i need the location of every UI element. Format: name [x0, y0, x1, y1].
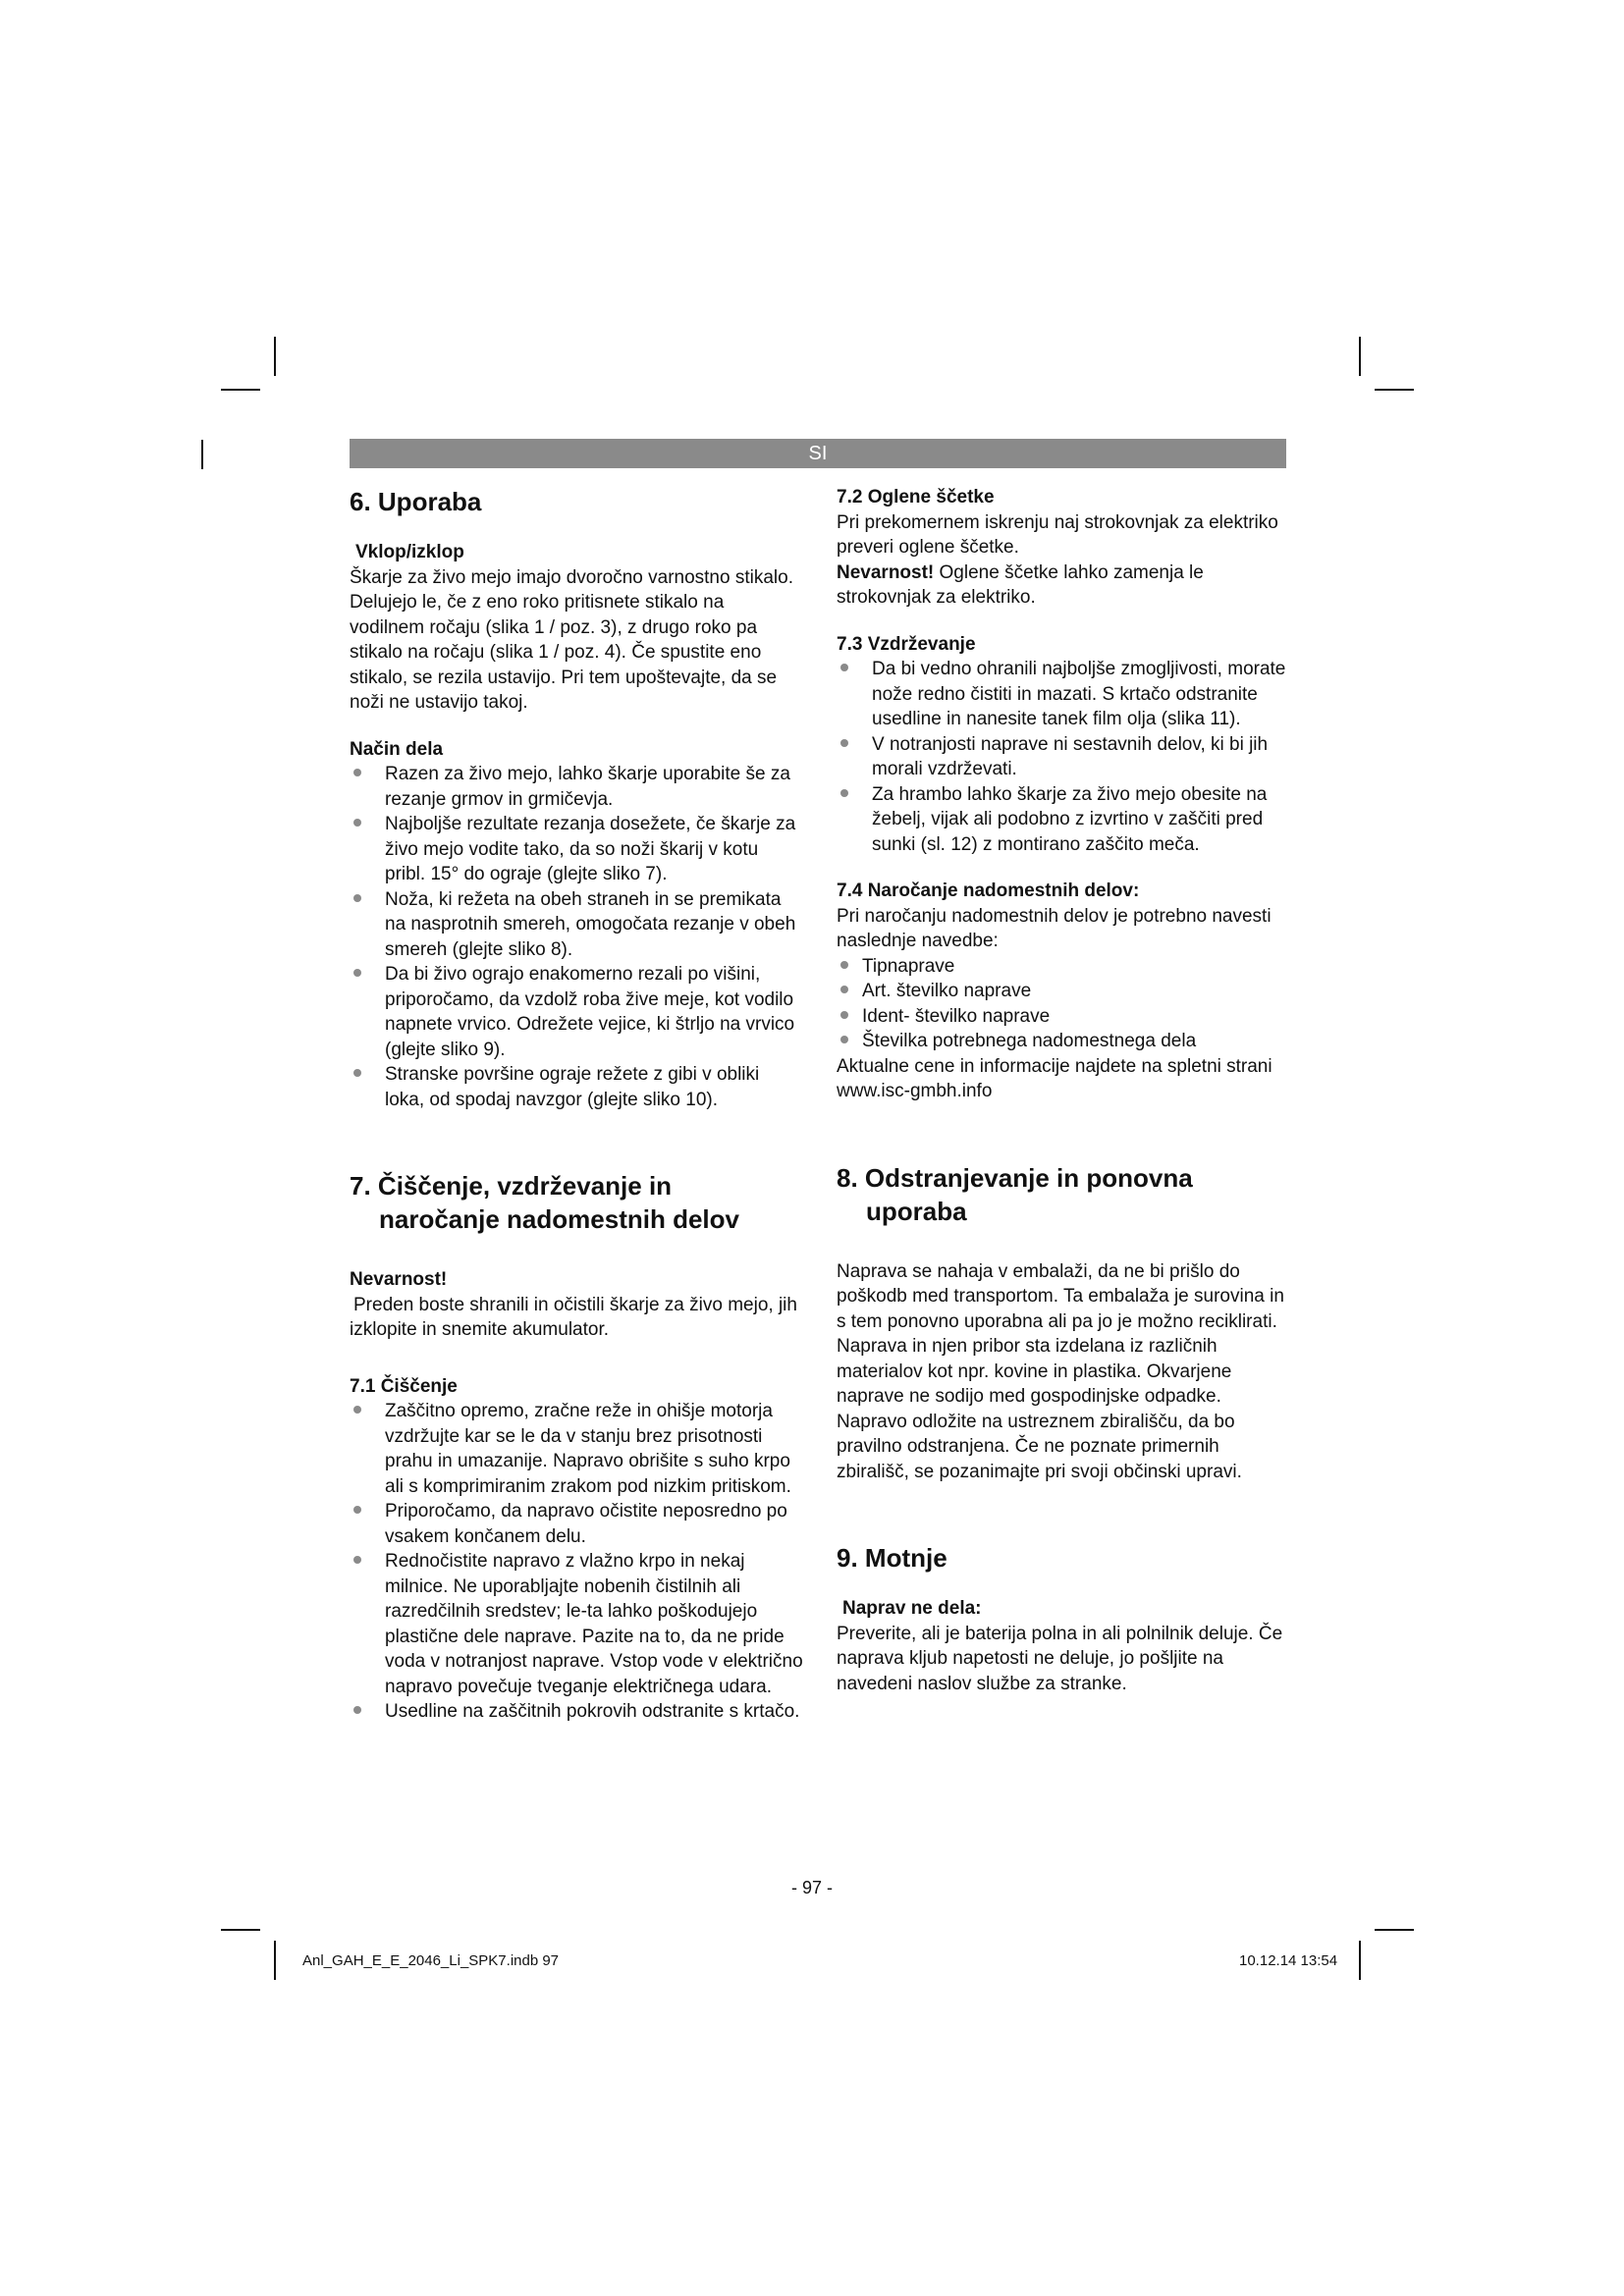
left-column [350, 485, 803, 1725]
bullet-icon [353, 769, 361, 776]
list-item: Najboljše rezultate rezanja dosežete, če škarje za živo mejo vodite tako, da so noži škarij v kotu pribl. 15° do ograje (glejte sliko 7). [350, 812, 803, 887]
cleaning-list [350, 1399, 803, 1725]
section-7-2-heading: 7.2 Oglene ščetke [837, 487, 995, 507]
parts-order-list [837, 954, 1290, 1054]
footer-timestamp: 10.12.14 13:54 [1239, 1952, 1338, 1969]
vklop-text: Škarje za živo mejo imajo dvoročno varnostno stikalo. Delujejo le, če z eno roko pritisnete stikalo na vodilnem ročaju (slika 1 / poz. 3), z drugo roko pa stikalo na ročaju (slika 1 / poz. 4). Če spustite eno stikalo, se rezila ustavijo. Pri tem upoštevajte, da se noži ne ustavijo takoj. [350, 566, 793, 713]
list-item: Rednočistite napravo z vlažno krpo in nekaj milnice. Ne uporabljajte nobenih čistilnih ali razredčilnih sredstev; le-ta lahko poškodujejo plastične dele naprave. Pazite na to, da ne pride voda v notranjost naprave. Vstop vode v električno napravo povečuje tveganje električnega udara. [350, 1549, 803, 1699]
bullet-icon [840, 739, 848, 747]
language-code: SI [808, 443, 828, 464]
list-item: Zaščitno opremo, zračne reže in ohišje motorja vzdržujte kar se le da v stanju brez prisotnosti prahu in umazanije. Napravo obrišite s suho krpo ali s komprimiranim zrakom pod nizkim pritiskom. [350, 1399, 803, 1499]
crop-mark [221, 1929, 260, 1931]
nacin-heading: Način dela [350, 738, 444, 760]
list-item: Priporočamo, da napravo očistite neposredno po vsakem končanem delu. [350, 1499, 803, 1549]
section-7-4-text: Pri naročanju nadomestnih delov je potrebno navesti naslednje navedbe: [837, 905, 1272, 951]
bullet-icon [353, 1706, 361, 1714]
crop-mark [1375, 389, 1414, 391]
bullet-icon [840, 1011, 848, 1019]
section-7-title: 7. Čiščenje, vzdrževanje in naročanje nadomestnih delov [350, 1171, 739, 1234]
crop-mark [1375, 1929, 1414, 1931]
nevarnost-heading: Nevarnost! [350, 1269, 448, 1290]
page-number: - 97 - [790, 1878, 833, 1897]
bullet-icon [353, 969, 361, 977]
list-item: Usedline na zaščitnih pokrovih odstranite s krtačo. [350, 1699, 803, 1725]
list-item: Razen za živo mejo, lahko škarje uporabite še za rezanje grmov in grmičevja. [350, 762, 803, 812]
section-9-heading: Naprav ne dela: [842, 1598, 982, 1619]
list-item: Za hrambo lahko škarje za živo mejo obesite na žebelj, vijak ali podobno z izvrtino v zaščiti pred sunki (sl. 12) z montirano zaščito meča. [837, 782, 1290, 858]
section-7-2-warning: Nevarnost! Oglene ščetke lahko zamenja le strokovnjak za elektriko. [837, 561, 1204, 608]
list-item: Ident- številko naprave [837, 1004, 1290, 1030]
list-item: V notranjosti naprave ni sestavnih delov, ki bi jih morali vzdrževati. [837, 732, 1290, 782]
bullet-icon [840, 1036, 848, 1043]
bullet-icon [353, 1556, 361, 1564]
crop-mark [201, 440, 203, 469]
bullet-icon [353, 894, 361, 902]
section-7-4-heading: 7.4 Naročanje nadomestnih delov: [837, 881, 1140, 901]
section-7-3-heading: 7.3 Vzdrževanje [837, 633, 976, 655]
right-column [837, 485, 1290, 1696]
crop-mark [274, 337, 276, 376]
crop-mark [221, 389, 260, 391]
section-9-title: 9. Motnje [837, 1543, 947, 1573]
nacin-list [350, 762, 803, 1112]
list-item: Da bi živo ograjo enakomerno rezali po višini, priporočamo, da vzdolž roba žive meje, kot vodilo napnete vrvico. Odrežete vejice, ki štrljo na vrvico (glejte sliko 9). [350, 962, 803, 1062]
list-item: Stranske površine ograje režete z gibi v obliki loka, od spodaj navzgor (glejte sliko 10). [350, 1062, 803, 1112]
crop-mark [1359, 337, 1361, 376]
bullet-icon [840, 664, 848, 671]
nevarnost-text: Preden boste shranili in očistili škarje za živo mejo, jih izklopite in snemite akumulator. [350, 1294, 797, 1340]
list-item: Noža, ki režeta na obeh straneh in se premikata na nasprotnih smereh, omogočata rezanje v obeh smereh (glejte sliko 8). [350, 887, 803, 963]
bullet-icon [840, 789, 848, 797]
footer-file-name: Anl_GAH_E_E_2046_Li_SPK7.indb 97 [302, 1952, 560, 1969]
bullet-icon [353, 1406, 361, 1414]
section-8-text: Naprava se nahaja v embalaži, da ne bi prišlo do poškodb med transportom. Ta embalaža je surovina in s tem ponovno uporabna ali pa jo je možno reciklirati. Naprava in njen pribor sta izdelana iz različnih materialov kot npr. kovine in plastika. Okvarjene naprave ne sodijo med gospodinjske odpadke. Napravo odložite na ustreznem zbirališču, da bo pravilno odstranjena. Če ne poznate primernih zbirališč, se pozanimajte pri svoji občinski upravi. [837, 1260, 1284, 1482]
list-item: Tipnaprave [837, 954, 1290, 980]
list-item: Številka potrebnega nadomestnega dela [837, 1029, 1290, 1054]
list-item: Art. številko naprave [837, 979, 1290, 1004]
bullet-icon [840, 961, 848, 969]
section-9-text: Preverite, ali je baterija polna in ali polnilnik deluje. Če naprava kljub napetosti ne deluje, jo pošljite na navedeni naslov službe za stranke. [837, 1623, 1283, 1694]
section-7-1-heading: 7.1 Čiščenje [350, 1375, 458, 1397]
crop-mark [274, 1941, 276, 1980]
list-item: Da bi vedno ohranili najboljše zmogljivosti, morate nože redno čistiti in mazati. S krtačo odstranite usedline in nanesite tanek film olja (slika 11). [837, 657, 1290, 732]
bullet-icon [353, 1069, 361, 1077]
section-6-title: 6. Uporaba [350, 487, 482, 516]
language-header-bar [350, 439, 1286, 468]
maintenance-list [837, 657, 1290, 857]
bullet-icon [353, 819, 361, 827]
bullet-icon [840, 986, 848, 993]
section-7-2-text: Pri prekomernem iskrenju naj strokovnjak za elektriko preveri oglene ščetke. [837, 511, 1278, 558]
vklop-heading: Vklop/izklop [355, 542, 464, 562]
crop-mark [1359, 1941, 1361, 1980]
section-7-4-footer-text: Aktualne cene in informacije najdete na spletni strani www.isc-gmbh.info [837, 1055, 1272, 1101]
bullet-icon [353, 1506, 361, 1514]
section-8-title: 8. Odstranjevanje in ponovna uporaba [837, 1162, 1193, 1226]
